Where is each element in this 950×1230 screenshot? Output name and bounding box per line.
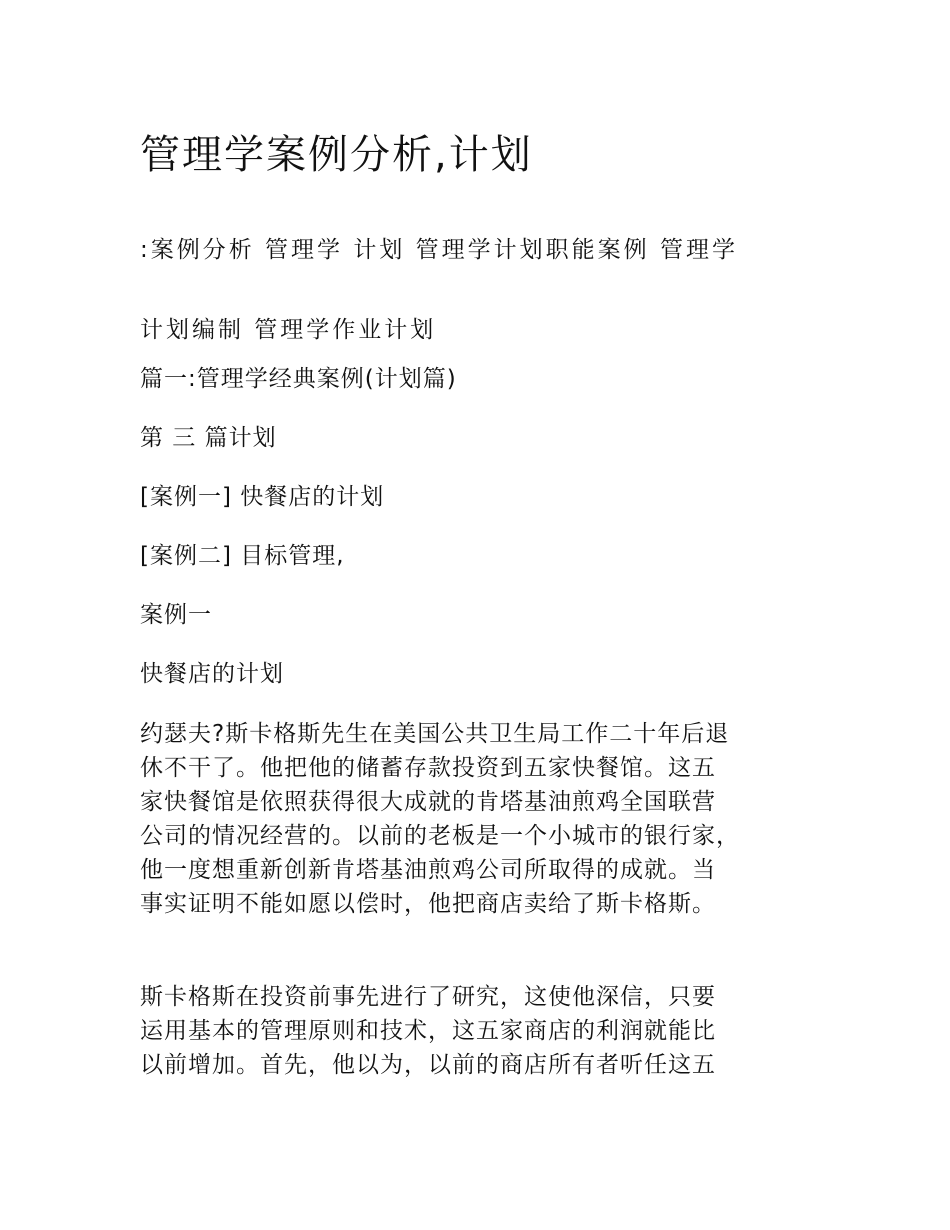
case-title: 快餐店的计划 bbox=[140, 661, 284, 687]
section-heading: 篇一:管理学经典案例(计划篇) bbox=[140, 366, 457, 392]
paragraph-line: 家快餐馆是依照获得很大成就的肯塔基油煎鸡全国联营 bbox=[140, 789, 716, 815]
paragraph-2 bbox=[140, 980, 812, 1082]
keywords-block bbox=[140, 230, 820, 350]
paragraph-line: 他一度想重新创新肯塔基油煎鸡公司所取得的成就。当 bbox=[140, 857, 716, 883]
document-title: 管理学案例分析,计划 bbox=[140, 132, 533, 178]
paragraph-line: 事实证明不能如愿以偿时，他把商店卖给了斯卡格斯。 bbox=[140, 891, 716, 917]
case-one-reference: [案例一] 快餐店的计划 bbox=[140, 484, 385, 510]
paragraph-line: 公司的情况经营的。以前的老板是一个小城市的银行家， bbox=[140, 823, 740, 849]
case-two-reference: [案例二] 目标管理, bbox=[140, 543, 345, 569]
keywords-line: 计划编制 管理学作业计划 bbox=[140, 317, 437, 343]
paragraph-line: 休不干了。他把他的储蓄存款投资到五家快餐馆。这五 bbox=[140, 755, 716, 781]
part-heading: 第 三 篇计划 bbox=[140, 425, 277, 451]
paragraph-line: 以前增加。首先，他以为，以前的商店所有者听任这五 bbox=[140, 1052, 716, 1078]
paragraph-1 bbox=[140, 717, 812, 921]
case-label: 案例一 bbox=[140, 602, 212, 628]
paragraph-line: 斯卡格斯在投资前事先进行了研究，这使他深信，只要 bbox=[140, 984, 716, 1010]
paragraph-line: 运用基本的管理原则和技术，这五家商店的利润就能比 bbox=[140, 1018, 716, 1044]
paragraph-line: 约瑟夫?斯卡格斯先生在美国公共卫生局工作二十年后退 bbox=[140, 721, 730, 747]
keywords-line: :案例分析 管理学 计划 管理学计划职能案例 管理学 bbox=[140, 237, 738, 263]
